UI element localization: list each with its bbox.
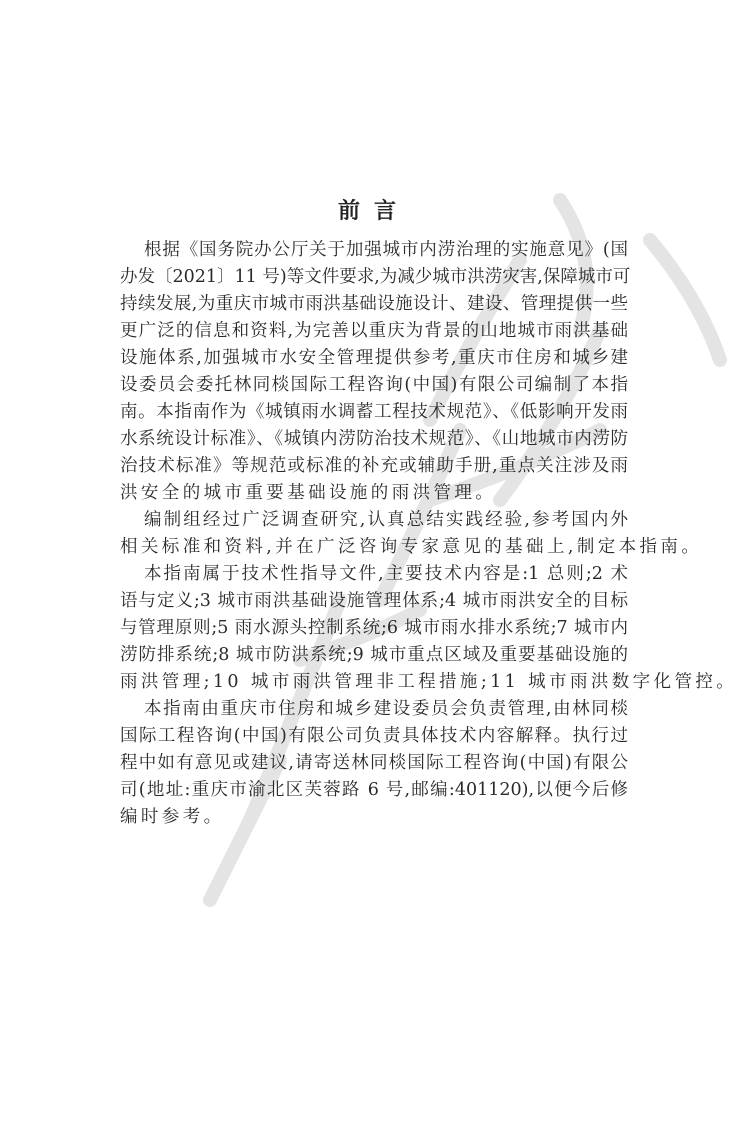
text-line: 相关标准和资料,并在广泛咨询专家意见的基础上,制定本指南。 — [120, 537, 703, 557]
text-line: 更广泛的信息和资料,为完善以重庆为背景的山地城市雨洪基础 — [120, 321, 628, 341]
text-line: 程中如有意见或建议,请寄送林同棪国际工程咨询(中国)有限公 — [120, 753, 628, 773]
text-line: 本指南由重庆市住房和城乡建设委员会负责管理,由林同棪 — [144, 699, 628, 719]
text-line: 根据《国务院办公厅关于加强城市内涝治理的实施意见》(国 — [144, 240, 628, 260]
page-title: 前言 — [337, 198, 410, 224]
text-line: 办发〔2021〕11 号)等文件要求,为减少城市洪涝灾害,保障城市可 — [120, 267, 631, 287]
paragraph — [120, 237, 631, 507]
preface-body — [120, 237, 738, 831]
text-line: 持续发展,为重庆市城市雨洪基础设施设计、建设、管理提供一些 — [120, 294, 628, 314]
text-line: 设委员会委托林同棪国际工程咨询(中国)有限公司编制了本指 — [120, 375, 628, 395]
paragraph — [120, 561, 738, 696]
text-line: 编时参考。 — [120, 807, 225, 827]
text-line: 与管理原则;5 雨水源头控制系统;6 城市雨水排水系统;7 城市内 — [120, 618, 628, 638]
text-line: 南。本指南作为《城镇雨水调蓄工程技术规范》、《低影响开发雨 — [120, 402, 628, 422]
text-line: 洪安全的城市重要基础设施的雨洪管理。 — [120, 483, 497, 503]
text-line: 本指南属于技术性指导文件,主要技术内容是:1 总则;2 术 — [144, 564, 628, 584]
text-line: 雨洪管理;10 城市雨洪管理非工程措施;11 城市雨洪数字化管控。 — [120, 672, 738, 692]
text-line: 涝防排系统;8 城市防洪系统;9 城市重点区域及重要基础设施的 — [120, 645, 628, 665]
text-line: 治技术标准》等规范或标准的补充或辅助手册,重点关注涉及雨 — [120, 456, 628, 476]
text-line: 编制组经过广泛调查研究,认真总结实践经验,参考国内外 — [144, 510, 628, 530]
text-line: 语与定义;3 城市雨洪基础设施管理体系;4 城市雨洪安全的目标 — [120, 591, 628, 611]
paragraph — [120, 696, 628, 831]
paragraph — [120, 507, 703, 561]
text-line: 国际工程咨询(中国)有限公司负责具体技术内容解释。执行过 — [120, 726, 628, 746]
text-line: 司(地址:重庆市渝北区芙蓉路 6 号,邮编:401120),以便今后修 — [120, 780, 628, 800]
text-line: 设施体系,加强城市水安全管理提供参考,重庆市住房和城乡建 — [120, 348, 628, 368]
text-line: 水系统设计标准》、《城镇内涝防治技术规范》、《山地城市内涝防 — [120, 429, 628, 449]
